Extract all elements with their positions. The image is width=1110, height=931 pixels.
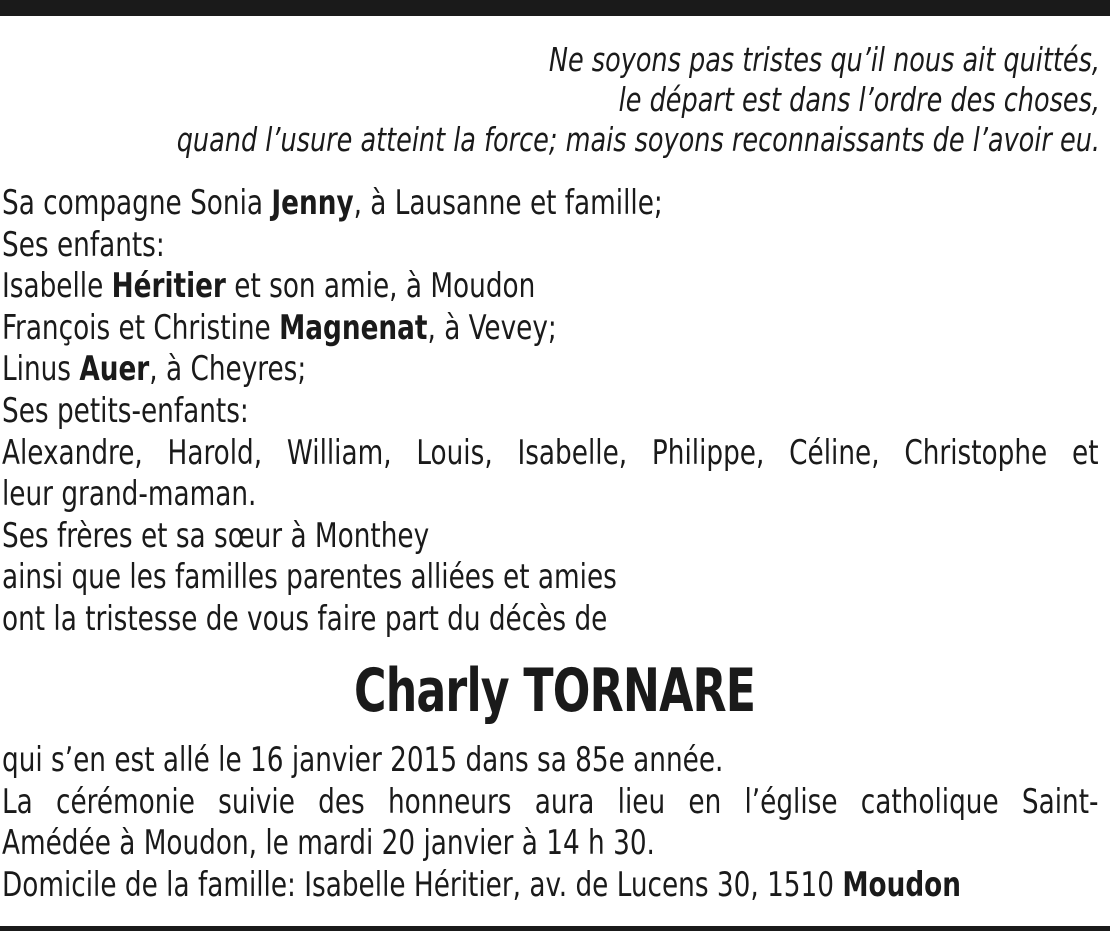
surname: Magnenat (279, 307, 428, 348)
top-border-rule (0, 0, 1110, 16)
family-line-child-2: François et Christine Magnenat, à Vevey; (2, 307, 557, 348)
family-line-grandchildren: Alexandre, Harold, William, Louis, Isabelle, Philippe, Céline, Christophe et (2, 432, 1099, 473)
family-line-children-heading: Ses enfants: (2, 224, 165, 265)
surname: Héritier (111, 266, 226, 307)
epitaph-poem (163, 40, 1100, 160)
deceased-name-text: Charly TORNARE (354, 656, 756, 726)
service-line-ceremony: La cérémonie suivie des honneurs aura lieu en l’église catholique Saint- (2, 781, 1099, 822)
family-line-grandchildren-heading: Ses petits-enfants: (2, 390, 249, 431)
poem-line-1: Ne soyons pas tristes qu’il nous ait quittés, (548, 40, 1100, 79)
family-line-siblings: Ses frères et sa sœur à Monthey (2, 515, 430, 556)
surname: Jenny (271, 183, 354, 223)
service-line-ceremony-cont: Amédée à Moudon, le mardi 20 janvier à 14 h 30. (2, 823, 655, 864)
family-line-child-1: Isabelle Héritier et son amie, à Moudon (2, 266, 536, 307)
service-details (2, 740, 1099, 906)
deceased-name (0, 655, 1110, 727)
surname: Auer (79, 349, 150, 390)
service-line-domicile: Domicile de la famille: Isabelle Héritier, av. de Lucens 30, 1510 Moudon (2, 864, 961, 905)
family-line-partner: Sa compagne Sonia Jenny, à Lausanne et famille; (2, 183, 663, 223)
bottom-border-rule (0, 926, 1110, 931)
poem-line-3: quand l’usure atteint la force; mais soyons reconnaissants de l’avoir eu. (176, 120, 1100, 159)
family-line-announcement: ont la tristesse de vous faire part du décès de (2, 598, 608, 639)
service-line-date: qui s’en est allé le 16 janvier 2015 dans sa 85e année. (2, 740, 724, 780)
family-line-relatives: ainsi que les familles parentes alliées et amies (2, 557, 617, 598)
family-line-grandmother: leur grand-maman. (2, 474, 257, 515)
family-announcement (2, 183, 1099, 641)
family-line-child-3: Linus Auer, à Cheyres; (2, 349, 307, 390)
town-name: Moudon (842, 864, 961, 905)
poem-line-2: le départ est dans l’ordre des choses, (618, 80, 1100, 119)
